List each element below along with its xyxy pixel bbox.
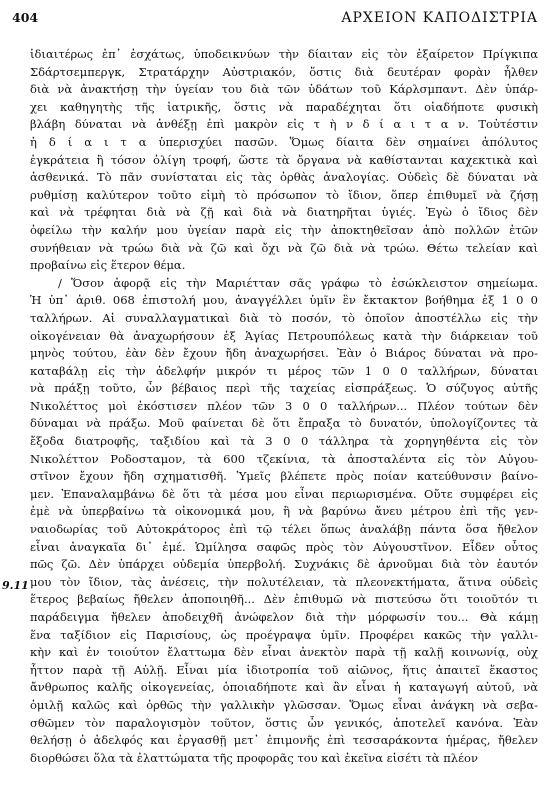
text-line: δύναμαι νὰ πράξω. Μοῦ φαίνεται δὲ ὅτι ἔπραξα τὸ δυνατόν, ὑπολογίζοντες τὰ (30, 416, 538, 431)
text-line: παράδειγμα ἤθελεν ἀποδειχθῆ ἀνώφελον διὰ τὴν μόρφωσίν του... Θὰ κάμῃ (30, 610, 538, 624)
text-line: ἕτερος βεβαίως ἤθελεν ἀποποιηθῆ... Δὲν ἐπιθυμῶ νὰ πιστεύσω ὅτι τοιοῦτόν τι (30, 592, 538, 607)
text-line: διορθώσει ὅλα τὰ ἐλαττώματα τῆς προφορᾶς του καὶ ἐκεῖνα εἰσέτι τὰ πλέον (30, 750, 478, 765)
text-line: θελήσῃ ὁ ἀδελφός και ἐργασθῇ μετ᾽ ἐπιμονῆς ἐπὶ τεσσαράκοντα ἡμέρας, ἤθελεν (30, 733, 538, 748)
page-header (12, 10, 538, 30)
running-title: ΑΡΧΕΙΟΝ ΚΑΠΟΔΙΣΤΡΙΑ (341, 10, 538, 26)
text-line: ρυθμίσῃ καλύτερον τοῦτο εἰμὴ τὸ πρόσωπον τὸ ἴδιον, ὅπερ ἐπιθυμεῖ νὰ ζήσῃ (30, 187, 538, 202)
text-line: σθῶμεν τὸν παραλογισμὸν τοῦτον, ὅστις ὦν γενικός, ἀποτελεῖ κανόνα. Ἐὰν (30, 715, 538, 730)
text-line: συνήθειαν νὰ τρώω διὰ νὰ ζῶ καὶ ὄχι νὰ ζῶ διὰ νὰ τρώω. Θέτω τελείαν καὶ (30, 240, 538, 255)
page-number: 404 (12, 10, 39, 25)
text-line: χει καθηγητὴς τῆς ἰατρικῆς, ὅστις νὰ παραδέχηται ὅτι οἱαδήποτε φυσικὴ (30, 99, 538, 114)
text-line: ἰδιαιτέρως ἐπ᾽ ἐσχάτως, ὑποδεικνύων τὴν δίαιταν εἰς τὸν ἐξαίρετον Πρίγκιπα (30, 47, 538, 61)
text-line: ταλλήρων. Αἱ συναλλαγματικαὶ διὰ τὸ ποσόν, τὸ ὁποῖον ἀποστέλλω εἰς τὴν (30, 310, 538, 325)
text-line: στῖνον ἔχουν ἤδη σχηματισθῆ. Ὑμεῖς βλέπετε πρὸς ποίαν κατεύθυνσιν βαίνο- (30, 469, 538, 484)
text-line: Νικολέττος μοὶ ἐκόστισεν πλέον τῶν 3 0 0 ταλλήρων... Πλέον τούτων δὲν (30, 398, 538, 413)
margin-note: 9.11 (2, 579, 29, 592)
text-line: μηνὸς τούτου, ἐὰν δὲν ἔχουν ἤδη ἀναχωρήσει. Ἐὰν ὁ Βιάρος δύναται νὰ προ- (30, 346, 538, 361)
text-line: ἐμὲ νὰ ὑπερβαίνω τὰ οἰκονομικά μου, ἢ νὰ βαρύνω ἄνευ μέτρου ἐπὶ τῆς γεν- (30, 504, 538, 519)
text-line: / Ὅσον ἀφορᾷ εἰς τὴν Μαριέτταν σᾶς γράφω τὸ ἐσώκλειστον σημείωμα. (58, 275, 538, 290)
text-line: μου τὸν ἴδιον, τὰς ἀνέσεις, τὴν πολυτέλειαν, τὰ πλεονεκτήματα, ἅτινα οὐδεὶς (30, 574, 538, 589)
text-line: ἄνθρωπος καλῆς οἰκογενείας, ὁποιαδήποτε καὶ ἂν εἶναι ἡ καταγωγή αὐτοῦ, νὰ (30, 680, 538, 695)
text-line: ἧττον παρὰ τῇ Αὐλῇ. Εἶναι μία ἰδιοτροπία τοῦ αἰῶνος, ἥτις ἀπαιτεῖ ἕκαστος (30, 662, 538, 677)
text-line: Σδάρτσεμπεργκ, Στρατάρχην Αὐστριακόν, ὅστις διὰ δευτέραν φορὰν ἦλθεν (30, 64, 538, 79)
text-line: οἰκογένειαν θὰ ἀναχωρήσουν ἐξ Ἁγίας Πετρουπόλεως κατὰ τὴν διάρκειαν τοῦ (30, 328, 538, 343)
text-line: ἔξοδα διατροφῆς, ταξιδίου καὶ τὰ 3 0 0 τάλληρα τὰ χορηγηθέντα εἰς τὸν (30, 434, 538, 449)
text-line: ὀφείλω τὴν καλήν μου ὑγείαν παρὰ εἰς τὴν ἀποκτηθεῖσαν ἀπὸ πολλῶν ἐτῶν (30, 222, 538, 237)
text-line: καταβάλῃ εἰς τὴν ἀδελφήν μικρόν τι μέρος τῶν 1 0 0 ταλλήρων, δύναται (30, 363, 538, 378)
text-line: καὶ νὰ τρέφηται διὰ νὰ ζῇ καὶ διὰ νὰ διατηρῆται ὑγιές. Ἐγὼ ὁ ἴδιος δὲν (30, 205, 538, 220)
text-line: Ἡ ὑπ᾽ ἀριθ. 068 ἐπιστολή μου, ἀναγγέλλει ὑμῖν ἓν ἔκτακτον βοήθημα ἐξ 1 0 0 (30, 293, 538, 308)
text-line: μεν. Ἐπαναλαμβάνω δὲ ὅτι τὰ μέσα μου εἶναι περιωρισμένα. Οὔτε συμφέρει εἰς (30, 486, 538, 501)
text-line: εἶναι ἀναγκαῖα δι᾽ ἐμέ. Ὡμίλησα σαφῶς πρὸς τὸν Αὐγουστῖνον. Εἶδεν οὗτος (30, 539, 538, 554)
text-line: νὰ πράξῃ τοῦτο, ὦν βέβαιος περὶ τῆς ταχείας εἰσπράξεως. Ὁ σύζυγος αὐτῆς (30, 381, 538, 396)
text-line: πῶς ζῶ. Δὲν ὑπάρχει οὐδεμία ὑπερβολή. Συχνάκις δὲ ἀρνοῦμαι διὰ τὸν ἑαυτόν (30, 557, 538, 572)
text-line: προβαίνω εἰς ἕτερον θέμα. (30, 258, 186, 273)
text-line: ἐγκράτεια ἢ τόσον ὀλίγη τροφή, ὥστε τὰ ὄργανα νὰ καθίστανται καχεκτικὰ καὶ (30, 152, 538, 167)
text-line: Νικολέττον Ροδοσταμον, τὰ 600 τζεκίνια, τὰ ἀποσταλέντα εἰς τὸν Αὐγου- (30, 451, 538, 466)
body-text (30, 46, 538, 767)
text-line: ναιοδωρίας τοῦ Αὐτοκράτορος ἐπὶ τῷ τέλει ὅπως ἀναλάβῃ πάντα ὅσα ἤθελον (30, 522, 538, 537)
text-line: ὁμιλῇ καλῶς καὶ ὀρθῶς τὴν γαλλικὴν γλῶσσαν. Ὅμως εἶναι ἀνάγκη νὰ σεβα- (30, 697, 538, 712)
text-line: ἕνα ταξίδιον εἰς Παρισίους, ὡς προέγραψα ὑμῖν. Προφέρει κακῶς τὴν γαλλι- (30, 627, 538, 642)
text-line: ἀσθενικά. Τὸ πᾶν συνίσταται εἰς τὰς ὀρθὰς ἀναλογίας. Οὐδεὶς δὲ δύναται νὰ (30, 170, 538, 185)
text-line: βλάβη δύναται νὰ ἀνθέξῃ ἐπὶ μακρὸν εἰς τ ὴ ν δ ί α ι τ α ν. Τοὐτέστιν (30, 117, 538, 132)
text-line: ἡ δ ί α ι τ α ὑπερισχύει πασῶν. Ὅμως δίαιτα δὲν σημαίνει ἀπόλυτος (30, 134, 538, 149)
text-line: κὴν καὶ ἐν τοιούτον ἔλαττωμα δὲν εἶναι ἀνεκτὸν παρὰ τῇ καλῇ κοινωνίᾳ, οὐχ (30, 645, 538, 660)
text-line: διὰ νὰ ἀνακτήσῃ τὴν ὑγείαν του διὰ τῶν ὑδάτων τοῦ Κάρλσμπαντ. Δὲν ὑπάρ- (30, 82, 538, 97)
